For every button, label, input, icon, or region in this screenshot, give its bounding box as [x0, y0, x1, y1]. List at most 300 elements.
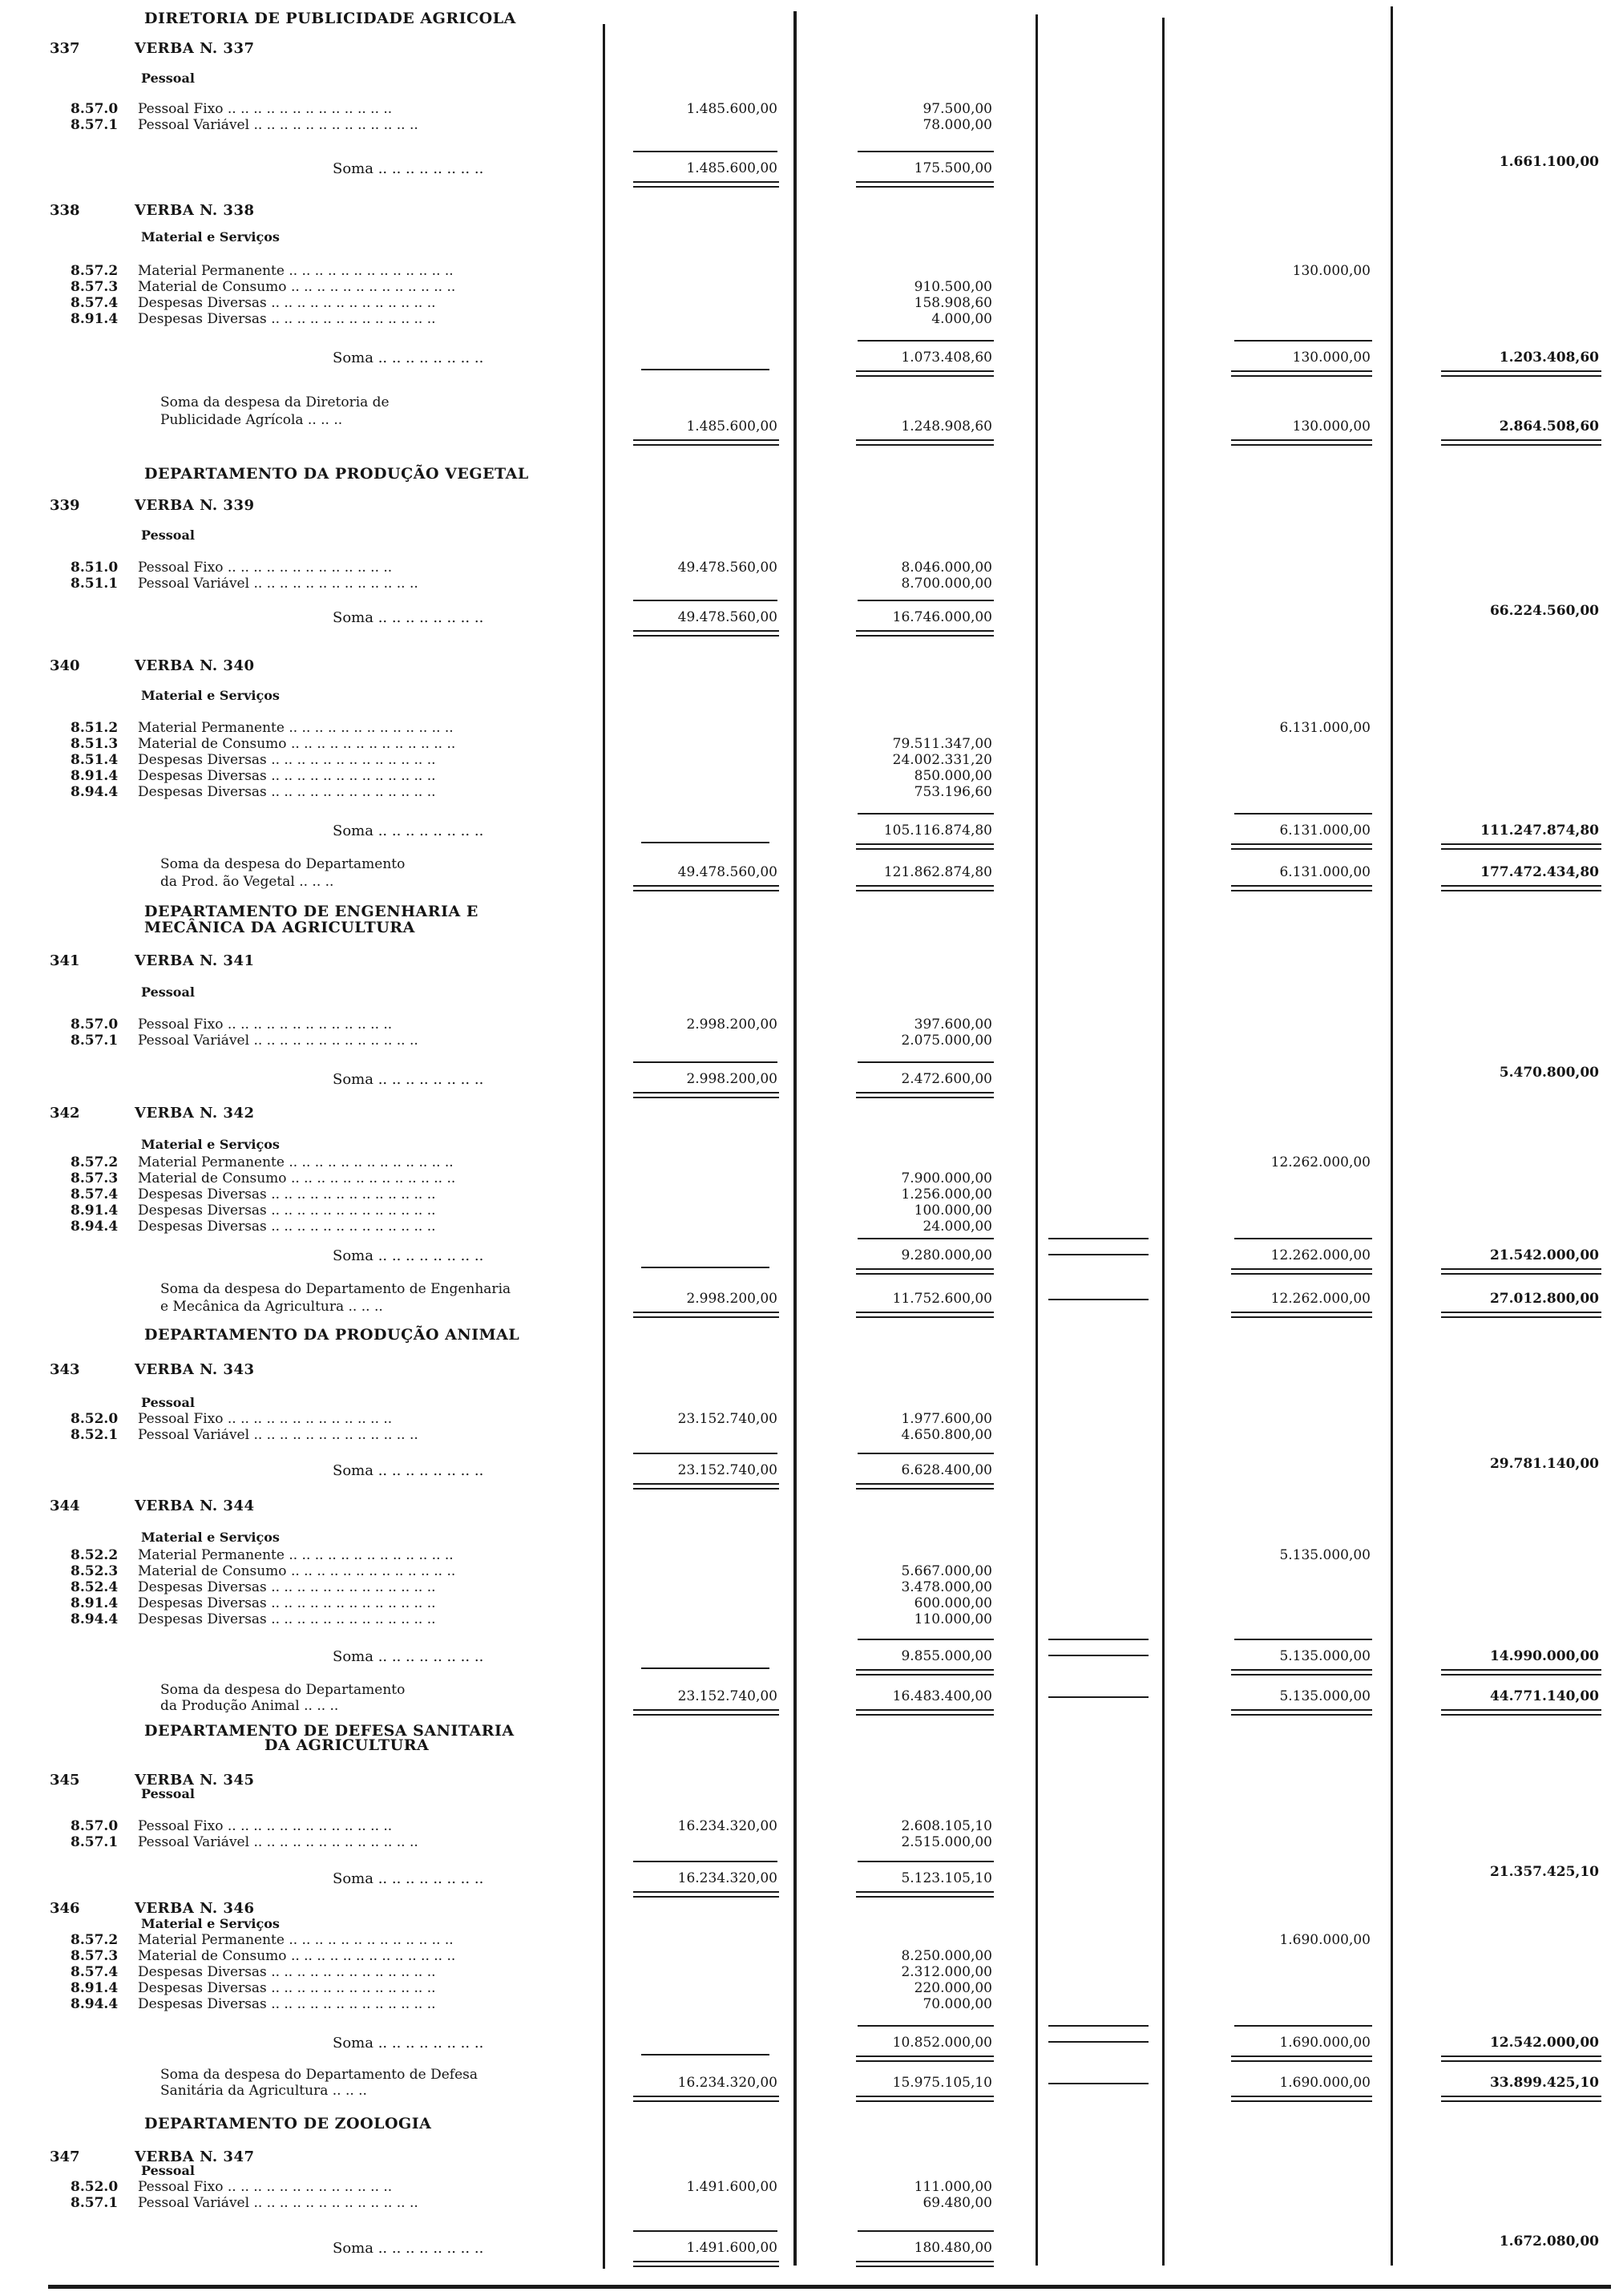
total-col4: 5.135.000,00	[1279, 1688, 1371, 1704]
item-value-col2: 850.000,00	[914, 768, 992, 784]
column-rule-5	[1391, 6, 1393, 2266]
total-col2: 16.483.400,00	[892, 1688, 992, 1704]
item-label: Despesas Diversas .. .. .. .. .. .. .. .. .. .. .. .. ..	[138, 1597, 436, 1611]
col1-under-rule-bottom	[633, 186, 779, 188]
verba-subtitle: Material e Serviços	[141, 1137, 280, 1152]
total-col2-under-rule-bottom	[856, 1714, 994, 1716]
soma-col5: 111.247.874,80	[1480, 823, 1599, 839]
item-code: 8.91.4	[71, 768, 119, 784]
item-code: 8.51.2	[71, 720, 119, 736]
item-label: Despesas Diversas .. .. .. .. .. .. .. .. .. .. .. .. ..	[138, 1966, 436, 1979]
col2-under-rule-bottom	[856, 1488, 994, 1490]
verba-number: 338	[50, 202, 80, 219]
col2-under-rule-top	[856, 843, 994, 845]
soma-col4: 12.262.000,00	[1270, 1247, 1371, 1263]
col2-rule	[858, 2025, 994, 2027]
col2-rule	[858, 151, 994, 152]
total-label: Soma da despesa do Departamento	[160, 1682, 406, 1698]
bottom-rule	[48, 2285, 1611, 2289]
item-value-col2: 2.608.105,10	[901, 1818, 992, 1834]
col1-rule	[633, 1061, 777, 1063]
col2-under-rule-bottom	[856, 1674, 994, 1676]
total-col2: 15.975.105,10	[892, 2075, 992, 2091]
section-title-cont: DA AGRICULTURA	[264, 1736, 430, 1754]
total-col5-under-rule-bottom	[1441, 444, 1601, 446]
item-label: Despesas Diversas .. .. .. .. .. .. .. .. .. .. .. .. ..	[138, 1982, 436, 1995]
verba-number: 344	[50, 1498, 80, 1514]
col2-under-rule-top	[856, 2055, 994, 2057]
col4-rule	[1234, 1238, 1372, 1239]
col1-under-rule-bottom	[633, 1896, 779, 1898]
total-col2: 11.752.600,00	[892, 1291, 992, 1307]
verba-title: VERBA N. 345	[135, 1772, 255, 1789]
item-code: 8.57.0	[71, 101, 119, 117]
soma-col5: 29.781.140,00	[1489, 1456, 1599, 1472]
verba-title: VERBA N. 343	[135, 1361, 255, 1378]
section-title: DIRETORIA DE PUBLICIDADE AGRICOLA	[144, 10, 516, 27]
item-value-col2: 910.500,00	[914, 279, 992, 295]
soma-col2: 2.472.600,00	[901, 1071, 992, 1087]
item-code: 8.57.1	[71, 117, 119, 133]
total-col4-under-rule-top	[1231, 885, 1372, 887]
col3-dash-a	[1048, 1639, 1149, 1640]
item-code: 8.57.3	[71, 1948, 119, 1964]
item-value-col1: 2.998.200,00	[686, 1017, 777, 1033]
col4-under-rule-bottom	[1231, 375, 1372, 377]
total-col5-under-rule-top	[1441, 1709, 1601, 1711]
item-value-col2: 8.700.000,00	[901, 576, 992, 592]
item-label: Material de Consumo .. .. .. .. .. .. .. .. .. .. .. .. ..	[138, 738, 456, 751]
item-label: Pessoal Fixo .. .. .. .. .. .. .. .. .. .. .. .. ..	[138, 2181, 393, 2194]
col2-under-rule-bottom	[856, 848, 994, 850]
col3-dash-b	[1048, 2041, 1149, 2043]
verba-subtitle: Pessoal	[141, 1786, 195, 1801]
col2-rule	[858, 2230, 994, 2232]
total-col4: 6.131.000,00	[1279, 864, 1371, 880]
soma-col1: 1.485.600,00	[686, 160, 777, 176]
total-col1: 23.152.740,00	[677, 1688, 777, 1704]
total-label-cont: Sanitária da Agricultura .. .. ..	[160, 2083, 367, 2099]
item-value-col4: 12.262.000,00	[1270, 1154, 1371, 1170]
soma-label: Soma .. .. .. .. .. .. .. ..	[333, 824, 484, 839]
total-col2-under-rule-bottom	[856, 1316, 994, 1318]
soma-col1: 2.998.200,00	[686, 1071, 777, 1087]
col2-rule	[858, 600, 994, 601]
item-label: Material Permanente .. .. .. .. .. .. .. .. .. .. .. .. ..	[138, 722, 454, 735]
total-col5-under-rule-bottom	[1441, 2100, 1601, 2102]
total-col1-under-rule-bottom	[633, 2100, 779, 2102]
verba-subtitle: Pessoal	[141, 984, 195, 1000]
total-col2: 121.862.874,80	[883, 864, 992, 880]
soma-col2: 1.073.408,60	[901, 350, 992, 366]
item-label: Material de Consumo .. .. .. .. .. .. .. .. .. .. .. .. ..	[138, 1172, 456, 1186]
total-label-cont: e Mecânica da Agricultura .. .. ..	[160, 1299, 383, 1315]
col4-under-rule-top	[1231, 1669, 1372, 1671]
col4-under-rule-bottom	[1231, 2060, 1372, 2062]
col2-under-rule-top	[856, 630, 994, 632]
verba-number: 339	[50, 497, 80, 514]
item-code: 8.94.4	[71, 1219, 119, 1235]
col5-under-rule-bottom	[1441, 375, 1601, 377]
verba-title: VERBA N. 347	[135, 2148, 255, 2165]
total-label: Soma da despesa do Departamento	[160, 856, 406, 872]
item-value-col2: 70.000,00	[923, 1996, 992, 2012]
total-col1-under-rule-bottom	[633, 1316, 779, 1318]
item-label: Pessoal Variável .. .. .. .. .. .. .. .. .. .. .. .. ..	[138, 119, 418, 132]
item-label: Despesas Diversas .. .. .. .. .. .. .. .. .. .. .. .. ..	[138, 770, 436, 783]
col2-rule	[858, 1453, 994, 1454]
total-col4-under-rule-bottom	[1231, 2100, 1372, 2102]
col1-under-rule-bottom	[633, 635, 779, 637]
total-col5-under-rule-bottom	[1441, 1316, 1601, 1318]
col3-total-dash	[1048, 1696, 1149, 1698]
verba-number: 342	[50, 1105, 80, 1122]
col3-dash-a	[1048, 2025, 1149, 2027]
col2-rule	[858, 1061, 994, 1063]
col2-under-rule-top	[856, 1092, 994, 1093]
item-value-col4: 1.690.000,00	[1279, 1932, 1371, 1948]
total-col1-under-rule-bottom	[633, 1714, 779, 1716]
col2-under-rule-bottom	[856, 635, 994, 637]
total-label-cont: da Produção Animal .. .. ..	[160, 1698, 339, 1714]
item-label: Despesas Diversas .. .. .. .. .. .. .. .. .. .. .. .. ..	[138, 1998, 436, 2011]
item-code: 8.52.3	[71, 1563, 119, 1579]
col1-dash	[641, 369, 769, 370]
total-col5: 177.472.434,80	[1480, 864, 1599, 880]
col2-rule	[858, 1861, 994, 1862]
col2-under-rule-bottom	[856, 1896, 994, 1898]
total-col2-under-rule-bottom	[856, 444, 994, 446]
total-col2-under-rule-bottom	[856, 2100, 994, 2102]
item-value-col2: 24.000,00	[923, 1219, 992, 1235]
item-code: 8.91.4	[71, 1595, 119, 1611]
col3-dash-b	[1048, 1655, 1149, 1656]
col1-under-rule-bottom	[633, 2266, 779, 2267]
item-code: 8.57.1	[71, 2195, 119, 2211]
section-title: DEPARTAMENTO DE DEFESA SANITARIA	[144, 1722, 515, 1740]
item-label: Despesas Diversas .. .. .. .. .. .. .. .. .. .. .. .. ..	[138, 786, 436, 799]
item-label: Pessoal Variável .. .. .. .. .. .. .. .. .. .. .. .. ..	[138, 1034, 418, 1048]
item-code: 8.57.4	[71, 295, 119, 311]
soma-col1: 49.478.560,00	[677, 609, 777, 625]
total-col5-under-rule-top	[1441, 2096, 1601, 2097]
item-code: 8.57.2	[71, 263, 119, 279]
col5-under-rule-top	[1441, 843, 1601, 845]
item-code: 8.94.4	[71, 1996, 119, 2012]
item-value-col2: 7.900.000,00	[901, 1170, 992, 1186]
total-col5-under-rule-top	[1441, 885, 1601, 887]
item-label: Pessoal Fixo .. .. .. .. .. .. .. .. .. .. .. .. ..	[138, 1413, 393, 1426]
soma-col2: 16.746.000,00	[892, 609, 992, 625]
item-label: Pessoal Fixo .. .. .. .. .. .. .. .. .. .. .. .. ..	[138, 103, 393, 116]
total-col1-under-rule-top	[633, 885, 779, 887]
total-col1-under-rule-top	[633, 1312, 779, 1313]
col4-rule	[1234, 340, 1372, 342]
col3-dash-a	[1048, 1238, 1149, 1239]
item-value-col2: 1.977.600,00	[901, 1411, 992, 1427]
item-label: Despesas Diversas .. .. .. .. .. .. .. .. .. .. .. .. ..	[138, 754, 436, 767]
verba-title: VERBA N. 346	[135, 1900, 255, 1917]
soma-col2: 105.116.874,80	[883, 823, 992, 839]
col3-dash-b	[1048, 1254, 1149, 1255]
total-col4-under-rule-bottom	[1231, 890, 1372, 891]
col5-under-rule-bottom	[1441, 1674, 1601, 1676]
col1-under-rule-top	[633, 1891, 779, 1893]
item-value-col2: 1.256.000,00	[901, 1186, 992, 1203]
item-value-col2: 3.478.000,00	[901, 1579, 992, 1595]
col2-under-rule-bottom	[856, 2266, 994, 2267]
col4-under-rule-top	[1231, 2055, 1372, 2057]
verba-subtitle: Material e Serviços	[141, 229, 280, 245]
soma-col5: 1.203.408,60	[1499, 350, 1599, 366]
col1-under-rule-top	[633, 1092, 779, 1093]
verba-number: 340	[50, 657, 80, 674]
soma-col5: 66.224.560,00	[1489, 603, 1599, 619]
col2-under-rule-top	[856, 1891, 994, 1893]
col5-under-rule-top	[1441, 1268, 1601, 1270]
item-label: Pessoal Variável .. .. .. .. .. .. .. .. .. .. .. .. ..	[138, 577, 418, 591]
item-value-col2: 397.600,00	[914, 1017, 992, 1033]
col1-under-rule-bottom	[633, 1097, 779, 1098]
item-label: Despesas Diversas .. .. .. .. .. .. .. .. .. .. .. .. ..	[138, 1188, 436, 1202]
item-label: Material Permanente .. .. .. .. .. .. .. .. .. .. .. .. ..	[138, 1549, 454, 1562]
col2-rule	[858, 1238, 994, 1239]
total-col4: 12.262.000,00	[1270, 1291, 1371, 1307]
col1-dash	[641, 1267, 769, 1268]
item-value-col2: 4.000,00	[931, 311, 992, 327]
column-rule-2	[793, 11, 797, 2266]
verba-subtitle: Pessoal	[141, 2163, 195, 2178]
verba-title: VERBA N. 341	[135, 952, 255, 969]
item-value-col4: 5.135.000,00	[1279, 1547, 1371, 1563]
total-col4-under-rule-top	[1231, 1312, 1372, 1313]
item-value-col1: 49.478.560,00	[677, 560, 777, 576]
item-label: Pessoal Fixo .. .. .. .. .. .. .. .. .. .. .. .. ..	[138, 561, 393, 575]
item-value-col2: 2.075.000,00	[901, 1033, 992, 1049]
total-col4: 1.690.000,00	[1279, 2075, 1371, 2091]
col2-under-rule-top	[856, 1483, 994, 1485]
soma-label: Soma .. .. .. .. .. .. .. ..	[333, 611, 484, 625]
item-code: 8.52.0	[71, 1411, 119, 1427]
col5-under-rule-top	[1441, 370, 1601, 372]
col2-under-rule-top	[856, 1268, 994, 1270]
item-code: 8.52.1	[71, 1427, 119, 1443]
soma-col1: 1.491.600,00	[686, 2240, 777, 2256]
verba-subtitle: Pessoal	[141, 71, 195, 86]
item-label: Material de Consumo .. .. .. .. .. .. .. .. .. .. .. .. ..	[138, 1950, 456, 1963]
col1-rule	[633, 1861, 777, 1862]
item-value-col4: 6.131.000,00	[1279, 720, 1371, 736]
soma-col5: 21.542.000,00	[1489, 1247, 1599, 1263]
col2-under-rule-bottom	[856, 2060, 994, 2062]
verba-subtitle: Pessoal	[141, 528, 195, 543]
soma-col4: 5.135.000,00	[1279, 1648, 1371, 1664]
col1-under-rule-bottom	[633, 1488, 779, 1490]
total-col4-under-rule-bottom	[1231, 1714, 1372, 1716]
soma-label: Soma .. .. .. .. .. .. .. ..	[333, 2241, 484, 2256]
verba-number: 345	[50, 1772, 80, 1789]
total-col2-under-rule-top	[856, 1312, 994, 1313]
verba-title: VERBA N. 339	[135, 497, 255, 514]
soma-label: Soma .. .. .. .. .. .. .. ..	[333, 2036, 484, 2051]
item-label: Pessoal Fixo .. .. .. .. .. .. .. .. .. .. .. .. ..	[138, 1820, 393, 1833]
col3-total-dash	[1048, 2083, 1149, 2084]
item-code: 8.57.3	[71, 1170, 119, 1186]
soma-col2: 175.500,00	[914, 160, 992, 176]
verba-number: 343	[50, 1361, 80, 1378]
total-col2-under-rule-top	[856, 439, 994, 441]
item-label: Material Permanente .. .. .. .. .. .. .. .. .. .. .. .. ..	[138, 1156, 454, 1170]
col4-under-rule-top	[1231, 1268, 1372, 1270]
section-title: DEPARTAMENTO DA PRODUÇÃO VEGETAL	[144, 465, 529, 483]
col2-under-rule-top	[856, 2261, 994, 2262]
col4-under-rule-top	[1231, 843, 1372, 845]
total-col5-under-rule-top	[1441, 1312, 1601, 1313]
item-value-col2: 158.908,60	[914, 295, 992, 311]
item-label: Material de Consumo .. .. .. .. .. .. .. .. .. .. .. .. ..	[138, 1565, 456, 1578]
soma-col5: 1.672.080,00	[1499, 2233, 1599, 2250]
total-col5-under-rule-top	[1441, 439, 1601, 441]
section-title-cont: MECÂNICA DA AGRICULTURA	[144, 919, 415, 936]
col2-under-rule-bottom	[856, 1273, 994, 1275]
item-value-col2: 8.250.000,00	[901, 1948, 992, 1964]
total-col5-under-rule-bottom	[1441, 890, 1601, 891]
item-label: Despesas Diversas .. .. .. .. .. .. .. .. .. .. .. .. ..	[138, 1613, 436, 1627]
total-col1-under-rule-top	[633, 1709, 779, 1711]
item-code: 8.57.4	[71, 1186, 119, 1203]
col1-rule	[633, 600, 777, 601]
item-code: 8.52.0	[71, 2179, 119, 2195]
total-col5: 44.771.140,00	[1489, 1688, 1599, 1704]
col2-under-rule-bottom	[856, 186, 994, 188]
item-code: 8.94.4	[71, 784, 119, 800]
col2-under-rule-top	[856, 1669, 994, 1671]
col2-rule	[858, 1639, 994, 1640]
item-code: 8.57.0	[71, 1017, 119, 1033]
item-value-col2: 2.312.000,00	[901, 1964, 992, 1980]
item-code: 8.91.4	[71, 1203, 119, 1219]
verba-subtitle: Material e Serviços	[141, 1530, 280, 1545]
total-col2-under-rule-top	[856, 2096, 994, 2097]
soma-label: Soma .. .. .. .. .. .. .. ..	[333, 1872, 484, 1886]
col1-rule	[633, 2230, 777, 2232]
soma-col2: 9.855.000,00	[901, 1648, 992, 1664]
item-code: 8.57.1	[71, 1834, 119, 1850]
item-code: 8.94.4	[71, 1611, 119, 1627]
col5-under-rule-bottom	[1441, 2060, 1601, 2062]
item-value-col2: 100.000,00	[914, 1203, 992, 1219]
item-code: 8.57.2	[71, 1154, 119, 1170]
soma-col5: 21.357.425,10	[1489, 1864, 1599, 1880]
total-col1-under-rule-bottom	[633, 890, 779, 891]
soma-col1: 16.234.320,00	[677, 1870, 777, 1886]
col2-rule	[858, 813, 994, 815]
col1-under-rule-top	[633, 630, 779, 632]
item-value-col2: 5.667.000,00	[901, 1563, 992, 1579]
item-value-col1: 1.491.600,00	[686, 2179, 777, 2195]
col5-under-rule-bottom	[1441, 1273, 1601, 1275]
soma-col5: 5.470.800,00	[1499, 1065, 1599, 1081]
item-label: Despesas Diversas .. .. .. .. .. .. .. .. .. .. .. .. ..	[138, 313, 436, 326]
item-value-col2: 24.002.331,20	[892, 752, 992, 768]
col4-under-rule-bottom	[1231, 848, 1372, 850]
item-value-col2: 97.500,00	[923, 101, 992, 117]
item-code: 8.51.3	[71, 736, 119, 752]
item-code: 8.57.4	[71, 1964, 119, 1980]
item-label: Pessoal Variável .. .. .. .. .. .. .. .. .. .. .. .. ..	[138, 1836, 418, 1849]
soma-col2: 6.628.400,00	[901, 1462, 992, 1478]
verba-subtitle: Pessoal	[141, 1395, 195, 1410]
soma-label: Soma .. .. .. .. .. .. .. ..	[333, 162, 484, 176]
col1-rule	[633, 151, 777, 152]
total-col4-under-rule-top	[1231, 2096, 1372, 2097]
item-code: 8.91.4	[71, 311, 119, 327]
col1-dash	[641, 1667, 769, 1669]
item-code: 8.57.3	[71, 279, 119, 295]
item-label: Pessoal Variável .. .. .. .. .. .. .. .. .. .. .. .. ..	[138, 2197, 418, 2210]
item-code: 8.52.4	[71, 1579, 119, 1595]
soma-col2: 9.280.000,00	[901, 1247, 992, 1263]
item-value-col4: 130.000,00	[1292, 263, 1371, 279]
verba-subtitle: Material e Serviços	[141, 1916, 280, 1931]
col4-rule	[1234, 1639, 1372, 1640]
col2-rule	[858, 340, 994, 342]
total-col4-under-rule-top	[1231, 439, 1372, 441]
col1-dash	[641, 2054, 769, 2055]
total-label: Soma da despesa do Departamento de Defesa	[160, 2067, 478, 2083]
item-value-col2: 600.000,00	[914, 1595, 992, 1611]
total-label: Soma da despesa da Diretoria de	[160, 394, 390, 410]
total-col2: 1.248.908,60	[901, 418, 992, 435]
total-col1-under-rule-top	[633, 439, 779, 441]
col4-under-rule-bottom	[1231, 1674, 1372, 1676]
item-value-col2: 69.480,00	[923, 2195, 992, 2211]
item-code: 8.52.2	[71, 1547, 119, 1563]
col4-under-rule-bottom	[1231, 1273, 1372, 1275]
soma-col1: 23.152.740,00	[677, 1462, 777, 1478]
column-rule-4	[1162, 18, 1165, 2266]
total-col4-under-rule-bottom	[1231, 444, 1372, 446]
column-rule-3	[1036, 14, 1038, 2266]
soma-col4: 6.131.000,00	[1279, 823, 1371, 839]
total-col1: 49.478.560,00	[677, 864, 777, 880]
soma-col4: 1.690.000,00	[1279, 2035, 1371, 2051]
item-value-col1: 1.485.600,00	[686, 101, 777, 117]
total-col4: 130.000,00	[1292, 418, 1371, 435]
soma-label: Soma .. .. .. .. .. .. .. ..	[333, 351, 484, 366]
col2-under-rule-top	[856, 181, 994, 183]
total-col5: 33.899.425,10	[1489, 2075, 1599, 2091]
item-code: 8.91.4	[71, 1980, 119, 1996]
total-col4-under-rule-top	[1231, 1709, 1372, 1711]
item-label: Material Permanente .. .. .. .. .. .. .. .. .. .. .. .. ..	[138, 1934, 454, 1947]
total-label-cont: da Prod. ão Vegetal .. .. ..	[160, 874, 334, 890]
col2-under-rule-bottom	[856, 375, 994, 377]
item-value-col2: 78.000,00	[923, 117, 992, 133]
item-value-col2: 4.650.800,00	[901, 1427, 992, 1443]
item-value-col2: 79.511.347,00	[892, 736, 992, 752]
verba-title: VERBA N. 342	[135, 1105, 255, 1122]
item-value-col2: 220.000,00	[914, 1980, 992, 1996]
col1-under-rule-top	[633, 2261, 779, 2262]
item-value-col2: 110.000,00	[914, 1611, 992, 1627]
total-col2-under-rule-bottom	[856, 890, 994, 891]
item-code: 8.57.2	[71, 1932, 119, 1948]
soma-col5: 14.990.000,00	[1489, 1648, 1599, 1664]
item-label: Despesas Diversas .. .. .. .. .. .. .. .. .. .. .. .. ..	[138, 1204, 436, 1218]
total-col1: 16.234.320,00	[677, 2075, 777, 2091]
column-rule-1	[603, 24, 605, 2269]
